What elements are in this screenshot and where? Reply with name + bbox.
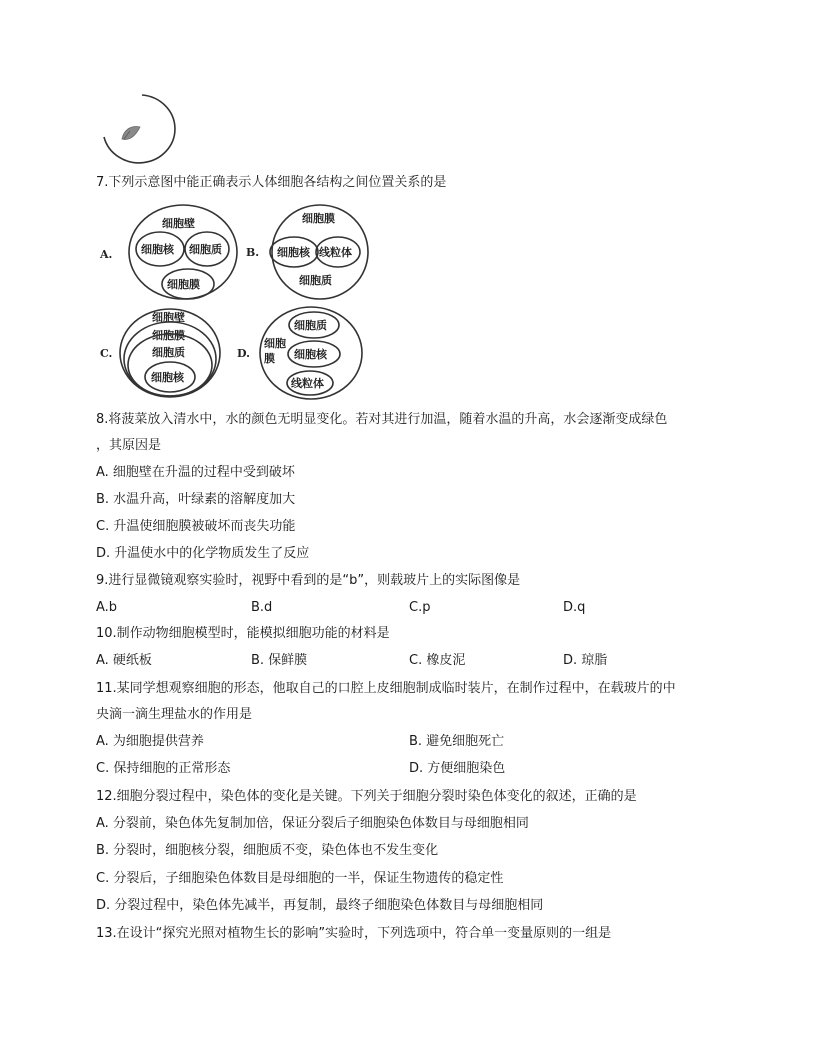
question-11-stem-line2: 央滴一滴生理盐水的作用是 bbox=[96, 707, 253, 722]
diagram-d-nucleus-label: 细胞核 bbox=[294, 348, 327, 361]
question-11-option-a: A. 为细胞提供营养 bbox=[96, 734, 204, 749]
diagram-b-nucleus-label: 细胞核 bbox=[277, 246, 310, 259]
diagram-b-mitochondria-label: 线粒体 bbox=[319, 246, 352, 259]
question-9-option-c: C.p bbox=[409, 600, 431, 615]
question-12-option-a: A. 分裂前，染色体先复制加倍，保证分裂后子细胞染色体数目与母细胞相同 bbox=[96, 816, 529, 831]
question-8-option-c: C. 升温使细胞膜被破坏而丧失功能 bbox=[96, 519, 296, 534]
diagram-a-cytoplasm-label: 细胞质 bbox=[189, 243, 222, 256]
question-12-option-c: C. 分裂后，子细胞染色体数目是母细胞的一半，保证生物遗传的稳定性 bbox=[96, 871, 504, 886]
diagram-a-membrane-label: 细胞膜 bbox=[167, 278, 200, 291]
diagram-c-letter: C. bbox=[100, 347, 113, 360]
diagram-d bbox=[237, 305, 367, 400]
question-8-option-a: A. 细胞壁在升温的过程中受到破坏 bbox=[96, 465, 295, 480]
diagram-c-membrane-label: 细胞膜 bbox=[152, 329, 185, 342]
question-10-option-a: A. 硬纸板 bbox=[96, 653, 152, 668]
diagram-d-membrane-label-1: 细胞 bbox=[264, 337, 286, 350]
question-9-option-a: A.b bbox=[96, 600, 118, 615]
question-9-stem: 9.进行显微镜观察实验时，视野中看到的是“b”，则载玻片上的实际图像是 bbox=[96, 573, 521, 588]
diagram-b-membrane-label: 细胞膜 bbox=[302, 212, 335, 225]
diagram-c-cytoplasm-label: 细胞质 bbox=[152, 346, 185, 359]
question-7-stem: 7.下列示意图中能正确表示人体细胞各结构之间位置关系的是 bbox=[96, 175, 447, 190]
question-10-option-d: D. 琼脂 bbox=[563, 653, 608, 668]
question-8-stem-line2: ，其原因是 bbox=[96, 438, 162, 453]
question-9-option-b: B.d bbox=[251, 600, 273, 615]
diagram-c-wall-label: 细胞壁 bbox=[152, 311, 185, 324]
diagram-b-cytoplasm-label: 细胞质 bbox=[299, 274, 332, 287]
previous-question-figure bbox=[100, 93, 180, 163]
question-12-option-b: B. 分裂时，细胞核分裂，细胞质不变，染色体也不发生变化 bbox=[96, 843, 439, 858]
question-11-option-d: D. 方便细胞染色 bbox=[409, 761, 506, 776]
question-10-stem: 10.制作动物细胞模型时，能模拟细胞功能的材料是 bbox=[96, 626, 390, 641]
diagram-d-mitochondria-label: 线粒体 bbox=[291, 377, 324, 390]
question-13-stem: 13.在设计“探究光照对植物生长的影响”实验时，下列选项中，符合单一变量原则的一组是 bbox=[96, 926, 612, 941]
question-9-option-d: D.q bbox=[563, 600, 586, 615]
diagram-a-wall-label: 细胞壁 bbox=[162, 217, 195, 230]
question-10-option-c: C. 橡皮泥 bbox=[409, 653, 466, 668]
question-8-option-b: B. 水温升高，叶绿素的溶解度加大 bbox=[96, 492, 296, 507]
question-12-option-d: D. 分裂过程中，染色体先减半，再复制，最终子细胞染色体数目与母细胞相同 bbox=[96, 898, 544, 913]
diagram-a bbox=[100, 202, 250, 302]
question-8-option-d: D. 升温使水中的化学物质发生了反应 bbox=[96, 546, 310, 561]
diagram-b bbox=[246, 202, 376, 302]
question-11-option-c: C. 保持细胞的正常形态 bbox=[96, 761, 231, 776]
diagram-c bbox=[100, 307, 230, 397]
question-8-stem-line1: 8.将菠菜放入清水中，水的颜色无明显变化。若对其进行加温，随着水温的升高，水会逐渐变成绿色 bbox=[96, 412, 668, 427]
diagram-a-letter: A. bbox=[100, 248, 113, 261]
question-11-option-b: B. 避免细胞死亡 bbox=[409, 734, 505, 749]
diagram-b-letter: B. bbox=[246, 246, 260, 259]
diagram-a-nucleus-label: 细胞核 bbox=[141, 243, 174, 256]
diagram-d-letter: D. bbox=[237, 347, 250, 360]
question-11-stem-line1: 11.某同学想观察细胞的形态，他取自己的口腔上皮细胞制成临时装片，在制作过程中，在载玻片的中 bbox=[96, 681, 676, 696]
diagram-d-membrane-label-2: 膜 bbox=[264, 352, 275, 365]
diagram-c-nucleus-label: 细胞核 bbox=[151, 371, 184, 384]
question-10-option-b: B. 保鲜膜 bbox=[251, 653, 308, 668]
diagram-d-cytoplasm-label: 细胞质 bbox=[294, 319, 327, 332]
question-12-stem: 12.细胞分裂过程中，染色体的变化是关键。下列关于细胞分裂时染色体变化的叙述，正确的是 bbox=[96, 789, 637, 804]
